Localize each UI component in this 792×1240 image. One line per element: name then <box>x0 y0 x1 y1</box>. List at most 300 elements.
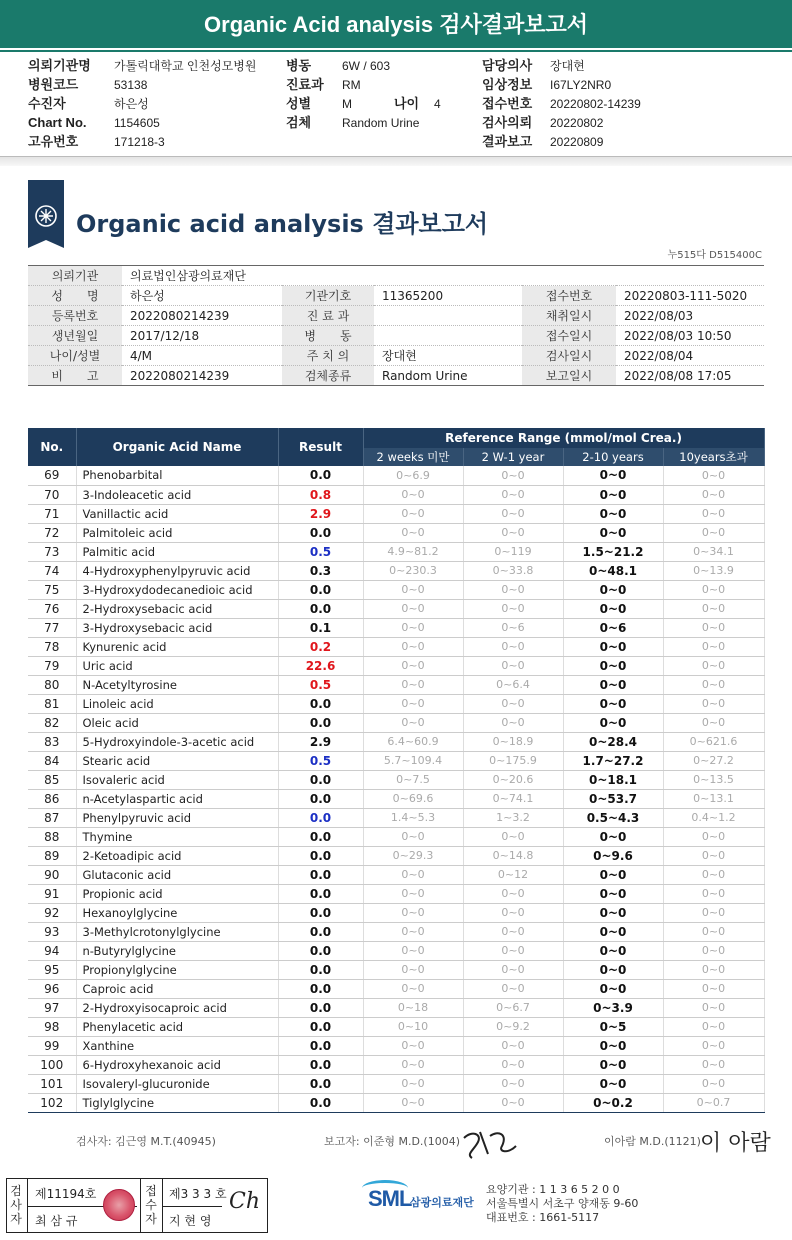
ref-2-10y: 0~0 <box>563 656 663 675</box>
result-no: 72 <box>28 523 76 542</box>
col-header-ref-3: 2-10 years <box>563 448 663 466</box>
table-row <box>28 637 764 656</box>
ref-2-10y: 0~0 <box>563 713 663 732</box>
stamp-right-sign: Ch <box>229 1189 261 1214</box>
header-value: 20220802 <box>550 116 604 130</box>
header-value: 20220802-14239 <box>550 97 641 111</box>
ref-over-10y: 0~0 <box>663 1017 764 1036</box>
result-no: 85 <box>28 770 76 789</box>
report-title: Organic acid analysis 결과보고서 <box>76 210 489 238</box>
ref-2-10y: 0~0 <box>563 960 663 979</box>
info-label: 의뢰기관 <box>28 266 122 286</box>
ref-2w-1y: 0~0 <box>463 960 563 979</box>
table-row <box>28 713 764 732</box>
header-col-1 <box>28 56 256 151</box>
ref-over-10y: 0~0 <box>663 1074 764 1093</box>
ref-2w-1y: 0~9.2 <box>463 1017 563 1036</box>
ref-2w-1y: 0~0 <box>463 1093 563 1112</box>
header-label: 검체 <box>286 115 312 130</box>
ref-2w-1y: 0~0 <box>463 637 563 656</box>
header-label: 접수번호 <box>482 96 533 111</box>
table-row <box>28 808 764 827</box>
ref-under-2w: 1.4~5.3 <box>363 808 463 827</box>
ref-2w-1y: 0~119 <box>463 542 563 561</box>
page-divider <box>0 156 792 166</box>
table-row <box>28 979 764 998</box>
col-header-ref-1: 2 weeks 미만 <box>363 448 463 466</box>
ref-under-2w: 0~0 <box>363 523 463 542</box>
ref-over-10y: 0~27.2 <box>663 751 764 770</box>
result-value: 0.0 <box>278 1055 363 1074</box>
ref-under-2w: 0~0 <box>363 618 463 637</box>
header-label: 의뢰기관명 <box>28 58 91 73</box>
results-body <box>28 466 764 1112</box>
ref-under-2w: 0~0 <box>363 960 463 979</box>
header-label: 성별 <box>286 96 312 111</box>
result-value: 0.0 <box>278 1074 363 1093</box>
ref-2-10y: 0~6 <box>563 618 663 637</box>
table-row <box>28 998 764 1017</box>
ref-over-10y: 0~0 <box>663 523 764 542</box>
info-value <box>374 306 522 326</box>
ref-2-10y: 0~0 <box>563 941 663 960</box>
result-value: 0.0 <box>278 960 363 979</box>
header-value: 6W / 603 <box>342 59 391 73</box>
ref-over-10y: 0~0.7 <box>663 1093 764 1112</box>
ref-under-2w: 0~0 <box>363 504 463 523</box>
ref-2w-1y: 0~0 <box>463 694 563 713</box>
ref-2w-1y: 0~0 <box>463 580 563 599</box>
acid-name: n-Butyrylglycine <box>76 941 278 960</box>
result-no: 75 <box>28 580 76 599</box>
acid-name: 3-Hydroxysebacic acid <box>76 618 278 637</box>
info-value: 장대현 <box>374 346 522 366</box>
acid-name: Oleic acid <box>76 713 278 732</box>
info-value: Random Urine <box>374 366 522 386</box>
info-label: 보고일시 <box>522 366 616 386</box>
result-no: 96 <box>28 979 76 998</box>
table-row <box>28 941 764 960</box>
acid-name: Isovaleric acid <box>76 770 278 789</box>
info-row <box>28 326 764 346</box>
info-label: 비 고 <box>28 366 122 386</box>
result-no: 97 <box>28 998 76 1017</box>
col-header-name: Organic Acid Name <box>76 428 278 466</box>
ref-2-10y: 0~0 <box>563 1055 663 1074</box>
result-no: 87 <box>28 808 76 827</box>
ref-2w-1y: 0~0 <box>463 713 563 732</box>
table-row <box>28 694 764 713</box>
acid-name: Xanthine <box>76 1036 278 1055</box>
ref-over-10y: 0~0 <box>663 1055 764 1074</box>
ref-over-10y: 0~0 <box>663 827 764 846</box>
result-no: 94 <box>28 941 76 960</box>
ref-2w-1y: 0~6.7 <box>463 998 563 1017</box>
ref-over-10y: 0~0 <box>663 637 764 656</box>
col-header-ref-4: 10years초과 <box>663 448 764 466</box>
stamp-right-name: 지 현 영 <box>169 1214 212 1228</box>
ref-under-2w: 0~7.5 <box>363 770 463 789</box>
info-value: 2022080214239 <box>122 306 282 326</box>
ref-under-2w: 0~0 <box>363 1036 463 1055</box>
result-no: 92 <box>28 903 76 922</box>
info-row <box>28 286 764 306</box>
ref-over-10y: 0~0 <box>663 485 764 504</box>
result-no: 102 <box>28 1093 76 1112</box>
ref-under-2w: 0~0 <box>363 979 463 998</box>
table-row <box>28 1074 764 1093</box>
result-value: 0.0 <box>278 865 363 884</box>
molecule-icon <box>34 204 58 228</box>
ref-2w-1y: 0~33.8 <box>463 561 563 580</box>
result-no: 84 <box>28 751 76 770</box>
ref-under-2w: 0~18 <box>363 998 463 1017</box>
ref-under-2w: 0~230.3 <box>363 561 463 580</box>
acid-name: Isovaleryl-glucuronide <box>76 1074 278 1093</box>
ref-2w-1y: 0~0 <box>463 1074 563 1093</box>
ref-2-10y: 1.5~21.2 <box>563 542 663 561</box>
info-label: 성 명 <box>28 286 122 306</box>
ref-2w-1y: 0~0 <box>463 504 563 523</box>
ref-2w-1y: 0~0 <box>463 922 563 941</box>
table-row <box>28 960 764 979</box>
ref-under-2w: 0~0 <box>363 827 463 846</box>
acid-name: 2-Hydroxysebacic acid <box>76 599 278 618</box>
approval-stamp <box>6 1178 268 1233</box>
result-no: 82 <box>28 713 76 732</box>
info-row <box>28 306 764 326</box>
result-value: 0.0 <box>278 580 363 599</box>
acid-name: Hexanoylglycine <box>76 903 278 922</box>
acid-name: N-Acetyltyrosine <box>76 675 278 694</box>
result-no: 78 <box>28 637 76 656</box>
ref-2w-1y: 0~74.1 <box>463 789 563 808</box>
acid-name: Tiglylglycine <box>76 1093 278 1112</box>
result-value: 2.9 <box>278 732 363 751</box>
acid-name: Kynurenic acid <box>76 637 278 656</box>
header-value: 가톨릭대학교 인천성모병원 <box>114 59 257 73</box>
info-label: 병 동 <box>282 326 374 346</box>
results-table <box>28 428 765 1113</box>
ref-under-2w: 0~0 <box>363 922 463 941</box>
third-sign-mark: 이 아람 <box>700 1131 771 1156</box>
header-value: 장대현 <box>550 59 585 73</box>
ref-2w-1y: 0~0 <box>463 979 563 998</box>
acid-name: Palmitoleic acid <box>76 523 278 542</box>
ref-over-10y: 0~0 <box>663 979 764 998</box>
result-no: 73 <box>28 542 76 561</box>
table-row <box>28 580 764 599</box>
header-value: 1154605 <box>114 116 160 130</box>
reporter-sign-mark <box>458 1124 520 1162</box>
acid-name: Uric acid <box>76 656 278 675</box>
table-row <box>28 542 764 561</box>
info-value <box>374 326 522 346</box>
ref-2w-1y: 0~0 <box>463 1055 563 1074</box>
ref-over-10y: 0~0 <box>663 618 764 637</box>
result-no: 95 <box>28 960 76 979</box>
ref-over-10y: 0~0 <box>663 960 764 979</box>
info-value: 2022/08/03 <box>616 306 764 326</box>
info-label: 접수번호 <box>522 286 616 306</box>
acid-name: Stearic acid <box>76 751 278 770</box>
ref-over-10y: 0~34.1 <box>663 542 764 561</box>
info-row <box>28 346 764 366</box>
result-no: 70 <box>28 485 76 504</box>
footer-line-2: 서울특별시 서초구 양재동 9-60 <box>486 1197 639 1210</box>
result-value: 0.2 <box>278 637 363 656</box>
header-value: RM <box>342 78 361 92</box>
third-signature: 이아람 M.D.(1121) <box>604 1135 701 1148</box>
ref-2w-1y: 0~12 <box>463 865 563 884</box>
result-no: 76 <box>28 599 76 618</box>
ref-2-10y: 0~0 <box>563 922 663 941</box>
ref-2w-1y: 0~0 <box>463 884 563 903</box>
reporter-signature: 보고자: 이준형 M.D.(1004) <box>324 1135 460 1148</box>
table-row <box>28 675 764 694</box>
acid-name: 2-Hydroxyisocaproic acid <box>76 998 278 1017</box>
ref-over-10y: 0~0 <box>663 713 764 732</box>
acid-name: 5-Hydroxyindole-3-acetic acid <box>76 732 278 751</box>
stamp-left-number: 제11194호 <box>35 1187 97 1201</box>
ref-over-10y: 0~13.9 <box>663 561 764 580</box>
acid-name: 4-Hydroxyphenylpyruvic acid <box>76 561 278 580</box>
header-value: 하은성 <box>114 97 149 111</box>
table-row <box>28 770 764 789</box>
ref-2w-1y: 0~0 <box>463 485 563 504</box>
info-label: 생년월일 <box>28 326 122 346</box>
ref-2w-1y: 0~0 <box>463 656 563 675</box>
ref-over-10y: 0~0 <box>663 599 764 618</box>
result-value: 0.0 <box>278 1036 363 1055</box>
acid-name: Glutaconic acid <box>76 865 278 884</box>
result-value: 0.1 <box>278 618 363 637</box>
ref-over-10y: 0.4~1.2 <box>663 808 764 827</box>
header-col-3 <box>482 56 641 151</box>
result-value: 0.0 <box>278 713 363 732</box>
ref-under-2w: 0~69.6 <box>363 789 463 808</box>
header-label: 고유번호 <box>28 134 79 149</box>
ref-2-10y: 0~0.2 <box>563 1093 663 1112</box>
ref-2-10y: 0~0 <box>563 1036 663 1055</box>
result-no: 90 <box>28 865 76 884</box>
table-row <box>28 1093 764 1112</box>
ref-2-10y: 0~9.6 <box>563 846 663 865</box>
sml-logo-text: SML <box>368 1186 412 1211</box>
patient-info-table <box>28 265 764 386</box>
header-label: 검사의뢰 <box>482 115 533 130</box>
ref-under-2w: 0~0 <box>363 713 463 732</box>
banner-title: Organic Acid analysis 검사결과보고서 <box>0 0 792 48</box>
tester-signature: 검사자: 김근영 M.T.(40945) <box>76 1135 216 1148</box>
result-value: 0.0 <box>278 466 363 485</box>
acid-name: 2-Ketoadipic acid <box>76 846 278 865</box>
official-seal <box>103 1189 135 1221</box>
ref-under-2w: 0~0 <box>363 485 463 504</box>
header-label: 담당의사 <box>482 58 533 73</box>
ref-2-10y: 0~48.1 <box>563 561 663 580</box>
table-row <box>28 903 764 922</box>
result-no: 86 <box>28 789 76 808</box>
ref-over-10y: 0~0 <box>663 865 764 884</box>
ref-2-10y: 1.7~27.2 <box>563 751 663 770</box>
result-value: 0.0 <box>278 922 363 941</box>
ref-2-10y: 0~0 <box>563 504 663 523</box>
ref-under-2w: 4.9~81.2 <box>363 542 463 561</box>
ref-2-10y: 0~0 <box>563 466 663 485</box>
ref-2w-1y: 0~6 <box>463 618 563 637</box>
result-no: 93 <box>28 922 76 941</box>
ref-2w-1y: 0~20.6 <box>463 770 563 789</box>
info-label: 진 료 과 <box>282 306 374 326</box>
ref-2-10y: 0~5 <box>563 1017 663 1036</box>
report-logo <box>28 180 64 240</box>
col-header-ref-2: 2 W-1 year <box>463 448 563 466</box>
result-no: 79 <box>28 656 76 675</box>
info-value: 2017/12/18 <box>122 326 282 346</box>
info-label: 주 치 의 <box>282 346 374 366</box>
acid-name: Phenylacetic acid <box>76 1017 278 1036</box>
info-label: 등록번호 <box>28 306 122 326</box>
ref-2-10y: 0~0 <box>563 884 663 903</box>
result-value: 0.0 <box>278 903 363 922</box>
stamp-right-number: 제3 3 3 호 <box>169 1187 227 1201</box>
ref-2w-1y: 0~0 <box>463 941 563 960</box>
result-no: 69 <box>28 466 76 485</box>
ref-2-10y: 0~0 <box>563 979 663 998</box>
stamp-left-label: 검사자 <box>10 1184 22 1226</box>
ref-under-2w: 0~0 <box>363 1093 463 1112</box>
table-row <box>28 466 764 485</box>
ref-over-10y: 0~0 <box>663 941 764 960</box>
footer-line-3: 대표번호 : 1661-5117 <box>486 1211 600 1224</box>
ref-2-10y: 0.5~4.3 <box>563 808 663 827</box>
result-no: 83 <box>28 732 76 751</box>
table-row <box>28 1017 764 1036</box>
ref-2-10y: 0~0 <box>563 827 663 846</box>
table-row <box>28 1036 764 1055</box>
table-row <box>28 789 764 808</box>
info-value: 11365200 <box>374 286 522 306</box>
header-value: 53138 <box>114 78 148 92</box>
acid-name: Linoleic acid <box>76 694 278 713</box>
ref-under-2w: 0~0 <box>363 675 463 694</box>
table-row <box>28 751 764 770</box>
sml-org-name: 삼광의료재단 <box>410 1196 474 1209</box>
report-code: 누515다 D515400C <box>667 250 762 261</box>
result-no: 81 <box>28 694 76 713</box>
info-label: 검체종류 <box>282 366 374 386</box>
result-value: 0.0 <box>278 599 363 618</box>
info-label: 접수일시 <box>522 326 616 346</box>
header-label: Chart No. <box>28 115 87 130</box>
ref-over-10y: 0~0 <box>663 998 764 1017</box>
ref-over-10y: 0~0 <box>663 694 764 713</box>
ref-over-10y: 0~0 <box>663 846 764 865</box>
ref-under-2w: 0~0 <box>363 694 463 713</box>
table-row <box>28 504 764 523</box>
table-row <box>28 884 764 903</box>
table-row <box>28 561 764 580</box>
ref-under-2w: 0~0 <box>363 580 463 599</box>
ref-under-2w: 0~10 <box>363 1017 463 1036</box>
ref-2-10y: 0~0 <box>563 580 663 599</box>
ref-2-10y: 0~3.9 <box>563 998 663 1017</box>
ref-2w-1y: 1~3.2 <box>463 808 563 827</box>
ref-2-10y: 0~0 <box>563 865 663 884</box>
result-value: 0.0 <box>278 1093 363 1112</box>
ref-2-10y: 0~18.1 <box>563 770 663 789</box>
ref-under-2w: 0~0 <box>363 903 463 922</box>
result-no: 91 <box>28 884 76 903</box>
result-value: 0.8 <box>278 485 363 504</box>
ref-under-2w: 0~0 <box>363 1055 463 1074</box>
ref-2-10y: 0~0 <box>563 523 663 542</box>
ref-under-2w: 0~0 <box>363 884 463 903</box>
ref-2w-1y: 0~0 <box>463 1036 563 1055</box>
header-value: I67LY2NR0 <box>550 78 612 92</box>
ref-under-2w: 0~0 <box>363 1074 463 1093</box>
acid-name: Thymine <box>76 827 278 846</box>
result-value: 0.0 <box>278 789 363 808</box>
acid-name: Caproic acid <box>76 979 278 998</box>
result-no: 98 <box>28 1017 76 1036</box>
table-row <box>28 922 764 941</box>
footer-line-1: 요양기관 : 1 1 3 6 5 2 0 0 <box>486 1183 620 1196</box>
table-row <box>28 485 764 504</box>
table-row <box>28 827 764 846</box>
age-label: 나이 <box>394 96 420 111</box>
acid-name: 6-Hydroxyhexanoic acid <box>76 1055 278 1074</box>
header-label: 병원코드 <box>28 77 79 92</box>
table-row <box>28 618 764 637</box>
ref-2-10y: 0~0 <box>563 485 663 504</box>
acid-name: Phenylpyruvic acid <box>76 808 278 827</box>
col-header-result: Result <box>278 428 363 466</box>
ref-over-10y: 0~13.1 <box>663 789 764 808</box>
result-no: 71 <box>28 504 76 523</box>
acid-name: n-Acetylaspartic acid <box>76 789 278 808</box>
ref-2-10y: 0~0 <box>563 903 663 922</box>
info-label: 검사일시 <box>522 346 616 366</box>
header-label: 결과보고 <box>482 134 533 149</box>
header-col-2 <box>286 56 441 132</box>
ref-under-2w: 0~6.9 <box>363 466 463 485</box>
footer-address <box>486 1183 638 1225</box>
table-row <box>28 732 764 751</box>
ref-2-10y: 0~0 <box>563 599 663 618</box>
acid-name: 3-Hydroxydodecanedioic acid <box>76 580 278 599</box>
ref-2w-1y: 0~6.4 <box>463 675 563 694</box>
header-value: 171218-3 <box>114 135 165 149</box>
col-header-no: No. <box>28 428 76 466</box>
info-label: 채취일시 <box>522 306 616 326</box>
result-no: 89 <box>28 846 76 865</box>
header-label: 수진자 <box>28 96 66 111</box>
ref-2w-1y: 0~0 <box>463 827 563 846</box>
col-header-reference: Reference Range (mmol/mol Crea.) <box>363 428 764 448</box>
ref-2-10y: 0~0 <box>563 1074 663 1093</box>
result-value: 0.0 <box>278 808 363 827</box>
ref-2-10y: 0~0 <box>563 675 663 694</box>
info-value: 2022/08/08 17:05 <box>616 366 764 386</box>
ref-over-10y: 0~0 <box>663 504 764 523</box>
ref-over-10y: 0~0 <box>663 675 764 694</box>
ref-under-2w: 0~0 <box>363 941 463 960</box>
acid-name: Palmitic acid <box>76 542 278 561</box>
result-no: 80 <box>28 675 76 694</box>
table-row <box>28 599 764 618</box>
